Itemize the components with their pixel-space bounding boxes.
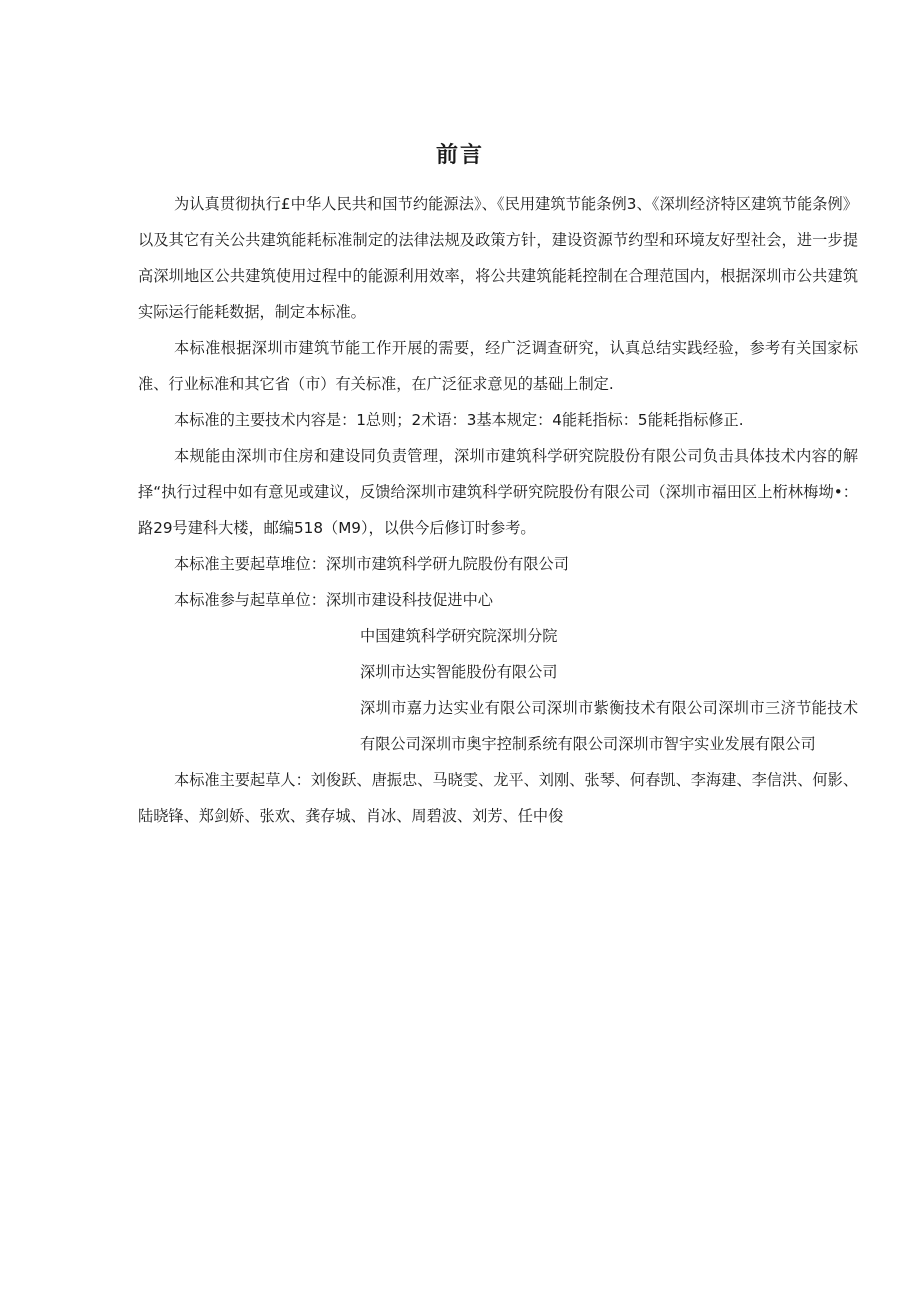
paragraph-management: 本规能由深圳市住房和建设同负责管理，深圳市建筑科学研究院股份有限公司负击具体技术内容的解择“执行过程中如有意见或建议，反馈给深圳市建筑科学研究院股份有限公司（深圳市福田区上桁林梅坳•：路29号建科大楼，邮编518（M9），以供今后修订时参考。 [138, 447, 858, 537]
page-title: 前言 [435, 143, 484, 168]
paragraph-basis: 本标准根据深圳市建筑节能工作开展的需要，经广泛调查研究，认真总结实践经验，参考有关国家标准、行业标准和其它省（市）有关标准，在广泛征求意见的基础上制定. [138, 339, 858, 393]
paragraph-drafters: 本标准主要起草人：刘俊跃、唐振忠、马晓雯、龙平、刘刚、张琴、何春凯、李海建、李信洪、何影、陆晓锋、郑剑娇、张欢、龚存城、肖冰、周碧波、刘芳、任中俊 [138, 771, 858, 825]
paragraph-participating-unit: 本标准参与起草单位：深圳市建设科技促进中心 [174, 591, 493, 609]
paragraph-chief-drafting-unit: 本标准主要起草堆位：深圳市建筑科学研九院股份有限公司 [174, 555, 569, 573]
participating-unit-item: 深圳市嘉力达实业有限公司深圳市紫衡技术有限公司深圳市三济节能技术有限公司深圳市奥宇控制系统有限公司深圳市智宇实业发展有限公司 [360, 699, 858, 753]
paragraph-technical-content: 本标准的主要技术内容是：1总则；2术语：3基本规定：4能耗指标：5能耗指标修正. [174, 411, 744, 429]
participating-unit-item: 深圳市达实智能股份有限公司 [360, 663, 558, 681]
participating-unit-item: 中国建筑科学研究院深圳分院 [360, 627, 558, 645]
preface-body [138, 186, 858, 834]
paragraph-purpose: 为认真贯彻执行£中华人民共和国节约能源法》、《民用建筑节能条例3、《深圳经济特区建筑节能条例》以及其它有关公共建筑能耗标准制定的法律法规及政策方针，建设资源节约型和环境友好型社会，进一步提高深圳地区公共建筑使用过程中的能源利用效率，将公共建筑能耗控制在合理范国内，根据深圳市公共建筑实际运行能耗数据，制定本标准。 [138, 195, 858, 321]
